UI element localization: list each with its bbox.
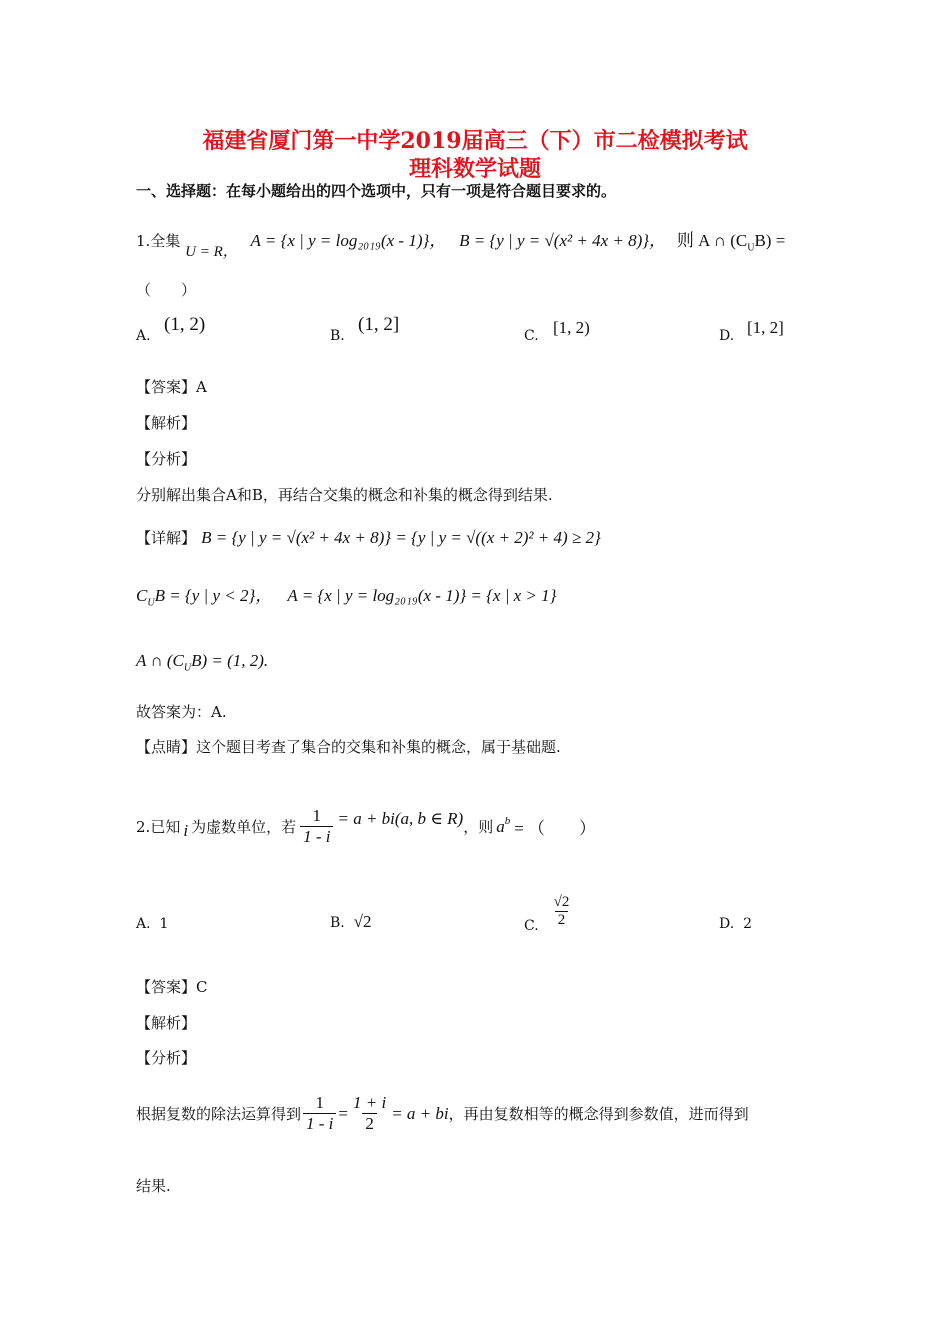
q2-lead: 已知 <box>150 818 181 836</box>
q1-option-c-value: [1, 2) <box>553 318 590 337</box>
q2-ask-end: = （ ） <box>514 819 597 838</box>
q2-analysis-head: 【解析】 <box>136 1014 197 1032</box>
q1-analysis-head: 【解析】 <box>136 414 197 432</box>
q1-universe: U = R， <box>185 244 238 260</box>
q1-result-b: B) = (1, 2). <box>191 651 269 670</box>
q2-fenxi-end: 结果. <box>136 1177 171 1195</box>
q1-ask-end: B) = <box>754 231 786 250</box>
q2-i: i <box>183 820 189 840</box>
q2-option-c-num: √2 <box>553 893 570 910</box>
q1-option-b-value: (1, 2] <box>358 314 400 335</box>
q1-option-d-value: [1, 2] <box>747 318 784 337</box>
page-subtitle: 理科数学试题 <box>408 156 541 182</box>
q1-cub-b: B = {y | y < 2}， <box>154 586 273 605</box>
q1-conclusion: 故答案为：A. <box>136 703 227 721</box>
q1-cub-sub: U <box>147 597 155 609</box>
q2-frac-num: 1 <box>312 806 322 825</box>
q2-option-a-value: 1 <box>159 916 169 932</box>
q1-set-b: B = {y | y = √(x² + 4x + 8)}， <box>459 231 667 250</box>
q2-number: 2. <box>136 817 151 836</box>
q1-detail-line1 <box>136 527 601 548</box>
q2-fenxi-line: 根据复数的除法运算得到 $\frac{1}{1 - i}$ = $\frac{1 + i}{2}$ = a + bi ，再由复数相等的概念得到参数值，进而得到 <box>136 1093 749 1133</box>
q2-f2-num: 1 + i <box>353 1093 387 1112</box>
q2-fenxi-frac2 <box>350 1093 389 1134</box>
q1-result-a: A ∩ (C <box>136 651 184 670</box>
q1-detail-line3 <box>136 651 268 673</box>
q2-ask: ，则 <box>463 818 494 836</box>
page-title: 福建省厦门第一中学2019届高三（下）市二检模拟考试 <box>202 128 748 154</box>
q2-option-d-value: 2 <box>743 916 753 932</box>
q2-option-c <box>524 888 572 934</box>
q2-equation: = a + bi(a, b ∈ R) <box>337 808 464 828</box>
q2-option-b-value: √2 <box>353 912 372 931</box>
q1-stem <box>136 226 786 260</box>
q2-option-d-label: D. <box>719 916 735 932</box>
q1-lead: 全集 <box>150 232 181 250</box>
section-heading: 一、选择题：在每小题给出的四个选项中，只有一项是符合题目要求的。 <box>136 182 617 200</box>
q2-fenxi-head: 【分析】 <box>136 1049 197 1067</box>
q2-option-c-den: 2 <box>555 911 569 929</box>
q1-result-sub: U <box>183 662 192 674</box>
q1-option-d-label: D. <box>719 328 735 344</box>
q2-power-exp: b <box>504 814 511 827</box>
q1-paren: （ ） <box>136 281 197 299</box>
q2-mid: 为虚数单位，若 <box>191 818 297 836</box>
q1-ask: 则 A ∩ (C <box>676 231 748 250</box>
q2-option-c-fraction <box>551 894 573 929</box>
q2-option-d <box>719 916 752 932</box>
q1-option-a-label: A. <box>136 328 151 344</box>
q2-fenxi-frac1 <box>303 1093 336 1134</box>
q2-option-b <box>330 912 372 932</box>
q2-option-b-label: B. <box>330 915 345 931</box>
q1-detail-b: B = {y | y = √(x² + 4x + 8)} = {y | y = √((x + 2)² + 4) ≥ 2} <box>201 528 601 547</box>
q1-cub-c: C <box>136 586 148 605</box>
q2-fraction <box>300 806 333 847</box>
q1-detail-a: A = {x | y = log₂₀₁₉(x - 1)} = {x | x > 1} <box>287 586 557 605</box>
q1-answer: 【答案】A <box>136 378 207 396</box>
q1-number: 1. <box>136 232 151 250</box>
q2-option-a-label: A. <box>136 916 151 932</box>
q1-detail-tag: 【详解】 <box>136 529 197 547</box>
q2-option-c-label: C. <box>524 918 539 934</box>
q1-option-a-value: (1, 2) <box>164 314 206 335</box>
q2-answer: 【答案】C <box>136 978 208 996</box>
q1-option-c-label: C. <box>524 328 539 344</box>
q2-option-a <box>136 916 168 932</box>
q2-frac-den: 1 - i <box>300 826 333 847</box>
q1-detail-line2 <box>136 581 556 608</box>
q2-fenxi-lead: 根据复数的除法运算得到 <box>136 1105 302 1123</box>
q2-f1-num: 1 <box>315 1093 324 1112</box>
q1-option-b-label: B. <box>330 328 345 344</box>
q1-comment: 【点睛】这个题目考查了集合的交集和补集的概念，属于基础题. <box>136 738 561 756</box>
q2-f2-den: 2 <box>362 1113 377 1134</box>
q1-fenxi-head: 【分析】 <box>136 450 197 468</box>
q2-f1-den: 1 - i <box>303 1113 336 1134</box>
q2-fenxi-tail: ，再由复数相等的概念得到参数值，进而得到 <box>448 1105 749 1123</box>
q2-stem <box>136 806 596 847</box>
q2-fenxi-eq: = a + bi <box>391 1103 449 1123</box>
q1-ask-sub: U <box>747 242 755 254</box>
q1-set-a: A = {x | y = log₂₀₁₉(x - 1)}， <box>250 231 447 250</box>
q1-fenxi: 分别解出集合A和B，再结合交集的概念和补集的概念得到结果. <box>136 486 553 504</box>
q2-power-base: a <box>496 816 505 836</box>
